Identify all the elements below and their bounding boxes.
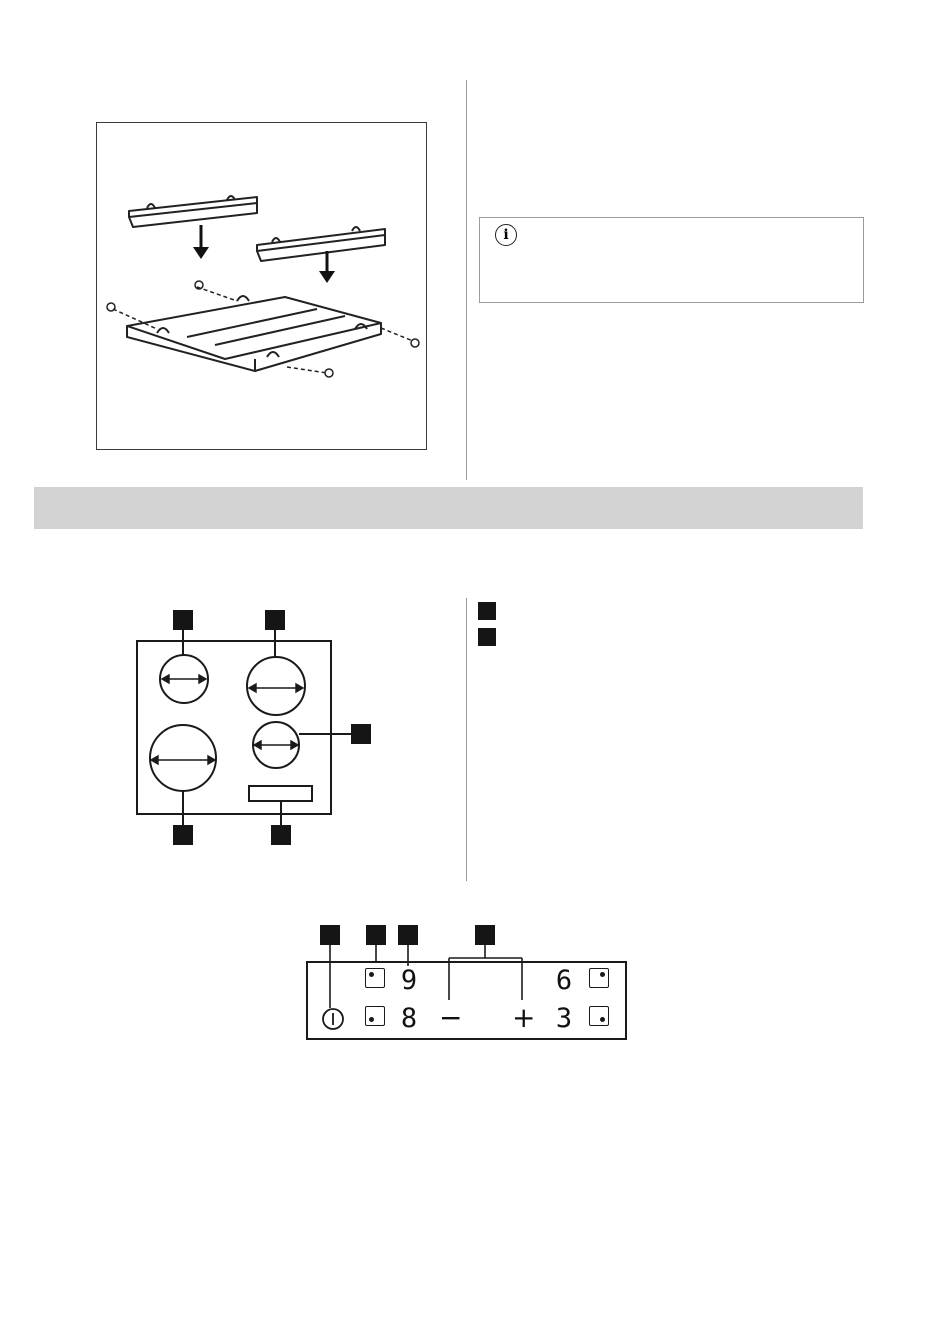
power-icon[interactable] [321, 1007, 345, 1031]
dot-icon [600, 1017, 605, 1022]
display-bottom-right: 3 [555, 1003, 573, 1034]
zone-key-bottom-right[interactable] [589, 1006, 609, 1026]
dot-icon [369, 972, 374, 977]
zone-key-top-right[interactable] [589, 968, 609, 988]
display-bottom-left: 8 [400, 1003, 418, 1034]
display-top-right: 6 [555, 965, 573, 996]
info-icon: i [495, 224, 517, 246]
display-top-left: 9 [400, 965, 418, 996]
dot-icon [369, 1017, 374, 1022]
zone-key-bottom-left[interactable] [365, 1006, 385, 1026]
minus-button[interactable]: − [439, 1001, 463, 1034]
plus-button[interactable]: + [512, 1001, 536, 1034]
zone-key-top-left[interactable] [365, 968, 385, 988]
dot-icon [600, 972, 605, 977]
